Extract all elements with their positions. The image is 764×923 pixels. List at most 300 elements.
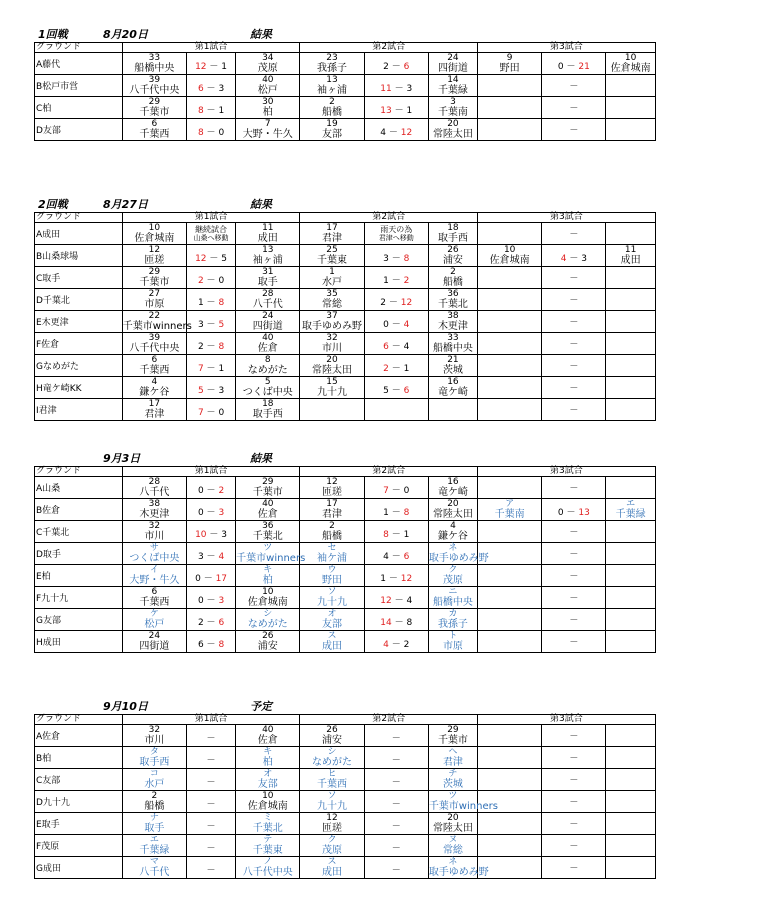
home-team-cell [300, 477, 364, 499]
team-name: 八千代 [139, 487, 170, 498]
match-row [35, 477, 720, 499]
team-name: 木更津 [139, 509, 170, 520]
score-dash: － [206, 298, 216, 308]
home-team-cell [300, 355, 364, 377]
away-team-cell [428, 289, 477, 311]
team-name: 松戸 [144, 619, 165, 630]
empty-cell [478, 399, 542, 421]
away-team-cell [428, 631, 477, 653]
score-away: 3 [406, 84, 413, 94]
team-name: 千葉北 [252, 531, 283, 542]
match-row [35, 119, 720, 141]
team-number: 35 [326, 289, 338, 299]
home-team-cell [122, 311, 192, 333]
team-number: エ [149, 835, 159, 845]
score-away: 6 [403, 386, 410, 396]
team-number: 2 [329, 97, 335, 107]
team-name: 千葉北 [437, 299, 468, 310]
team-name: 四街道 [252, 321, 283, 332]
score-cell [364, 97, 428, 119]
score-cell [542, 245, 606, 267]
match-row [35, 747, 720, 769]
team-number: カ [448, 609, 458, 619]
empty-mark: － [542, 791, 606, 813]
empty-cell [606, 377, 655, 399]
score-away: 3 [218, 508, 225, 518]
home-team-cell [300, 333, 364, 355]
empty-cell [478, 769, 542, 791]
away-team-cell [428, 835, 477, 857]
game-header-3: 第3試合 [478, 715, 656, 725]
score-home: 8 [197, 106, 204, 116]
status-label: 結果 [250, 28, 272, 41]
team-number: 33 [447, 333, 459, 343]
score-cell [364, 377, 428, 399]
score-dash: － [388, 574, 398, 584]
score-cell [186, 119, 235, 141]
score [380, 84, 412, 94]
team-name: 九十九 [317, 801, 347, 812]
empty-cell [478, 835, 542, 857]
score-dash: － [391, 342, 401, 352]
team-number: 4 [450, 521, 456, 531]
score-home: 6 [197, 84, 204, 94]
team-number: 13 [326, 75, 338, 85]
empty-cell [606, 769, 655, 791]
home-team-cell [300, 97, 364, 119]
ground-name: C柏 [35, 97, 123, 119]
team-name: 市川 [144, 531, 165, 542]
score-cell [186, 245, 235, 267]
team-number: 23 [326, 53, 338, 63]
score-home: 3 [383, 254, 389, 264]
score-dash: － [391, 364, 401, 374]
away-team-cell [236, 477, 300, 499]
score [383, 320, 409, 330]
team-name: 君津 [442, 757, 463, 768]
score-home: 12 [195, 62, 207, 72]
empty-mark: － [542, 747, 606, 769]
team-name: 松戸 [257, 85, 278, 96]
team-name: 常総 [322, 299, 342, 310]
score-away: 1 [218, 364, 225, 374]
team-number: 29 [447, 725, 459, 735]
empty-cell [606, 311, 655, 333]
team-name: 浦安 [322, 735, 342, 746]
team-name: 取手ゆめみ野 [428, 867, 489, 878]
ground-name: E取手 [35, 813, 123, 835]
away-team-cell [428, 587, 477, 609]
away-team-cell [428, 725, 477, 747]
team-number: 28 [148, 477, 161, 487]
home-team-cell [300, 587, 364, 609]
team-number: セ [327, 543, 337, 553]
team-number: 30 [262, 97, 274, 107]
home-team-cell [122, 53, 186, 75]
score [380, 106, 412, 116]
team-number: ツ [448, 791, 458, 801]
empty-cell [478, 311, 542, 333]
score-away: 2 [218, 486, 225, 496]
team-number: 40 [262, 75, 274, 85]
team-number: 21 [447, 355, 459, 365]
team-name: 匝瑳 [322, 823, 342, 834]
date-label: 9月3日 [103, 452, 141, 465]
home-team-cell [300, 609, 364, 631]
game-header-2: 第2試合 [300, 213, 478, 223]
home-team-cell [478, 245, 542, 267]
score-home: 8 [197, 128, 204, 138]
ground-name: D九十九 [35, 791, 123, 813]
team-number: ス [327, 857, 337, 867]
empty-cell [364, 399, 428, 421]
empty-mark: － [542, 769, 606, 791]
team-name: 千葉緑 [139, 845, 170, 856]
team-number: ヌ [448, 835, 458, 845]
team-name: 袖ヶ浦 [317, 85, 347, 96]
score-dash: － [391, 62, 401, 72]
team-name: 佐倉 [257, 735, 278, 746]
empty-cell [478, 747, 542, 769]
score-away: 3 [581, 254, 587, 264]
team-number: ク [448, 565, 458, 575]
team-name: 常陸太田 [432, 129, 473, 140]
empty-cell [478, 609, 542, 631]
note-line: 山桑へ移動 [193, 233, 229, 242]
score-away: 6 [403, 62, 410, 72]
score-cell [186, 289, 235, 311]
team-name: 佐倉城南 [134, 233, 175, 244]
team-number: 27 [148, 289, 161, 299]
score-cell [186, 587, 235, 609]
score-cell [364, 835, 428, 857]
score [198, 386, 224, 396]
score [383, 276, 409, 286]
score-dash: － [391, 486, 401, 496]
score-away: 1 [403, 530, 410, 540]
score-cell [186, 75, 235, 97]
team-number: 36 [262, 521, 274, 531]
score [198, 486, 224, 496]
team-number: 38 [447, 311, 459, 321]
match-row [35, 521, 720, 543]
empty-mark: － [542, 565, 606, 587]
match-row [35, 53, 720, 75]
team-number: ソ [327, 587, 337, 597]
match-row [35, 609, 720, 631]
score-cell [364, 813, 428, 835]
home-team-cell [300, 791, 364, 813]
home-team-cell [300, 725, 364, 747]
team-number: 10 [503, 245, 516, 255]
team-name: 千葉南 [437, 107, 468, 118]
team-number: キ [263, 565, 273, 575]
team-number: 22 [148, 311, 161, 321]
score-cell [364, 609, 428, 631]
match-row [35, 791, 720, 813]
score-home: 13 [380, 106, 392, 116]
score-cell [364, 521, 428, 543]
match-row [35, 399, 720, 421]
team-number: 11 [262, 223, 274, 233]
score [198, 276, 224, 286]
score-dash: － [569, 254, 579, 264]
pending-mark: － [206, 822, 216, 832]
team-number: キ [263, 747, 273, 757]
team-number: 24 [262, 311, 274, 321]
away-team-cell [236, 119, 300, 141]
score-away: 0 [218, 128, 225, 138]
score-dash: － [206, 486, 216, 496]
team-name: 佐倉 [257, 343, 278, 354]
score-away: 5 [221, 254, 228, 264]
team-number: ヒ [327, 769, 337, 779]
team-name: つくば中央 [242, 387, 293, 398]
team-name: 野田 [322, 575, 342, 586]
score-away: 3 [218, 386, 225, 396]
home-team-cell [122, 521, 186, 543]
team-number: 17 [326, 499, 338, 509]
ground-name: B佐倉 [35, 499, 123, 521]
away-team-cell [428, 75, 477, 97]
status-label: 結果 [250, 198, 272, 211]
team-name: 大野・牛久 [242, 129, 293, 140]
team-number: イ [149, 565, 159, 575]
team-name: 千葉緑 [437, 85, 468, 96]
empty-cell [606, 609, 655, 631]
score-home: 11 [380, 84, 392, 94]
team-number: オ [327, 609, 337, 619]
home-team-cell [300, 769, 364, 791]
away-team-cell [236, 97, 300, 119]
team-name: 佐倉 [257, 509, 278, 520]
team-number: ネ [448, 543, 458, 553]
empty-cell [606, 725, 655, 747]
header-row [35, 715, 720, 725]
score-away: 4 [403, 342, 410, 352]
score-dash: － [209, 62, 219, 72]
match-row [35, 725, 720, 747]
score-away: 8 [406, 618, 413, 628]
away-team-cell [236, 521, 300, 543]
game-header-1: 第1試合 [122, 715, 300, 725]
team-number: 14 [447, 75, 459, 85]
ground-name: H竜ケ崎KK [35, 377, 123, 399]
empty-cell [478, 267, 542, 289]
round-label: 1回戦 [38, 28, 68, 41]
score-dash: － [391, 320, 401, 330]
away-team-cell [428, 543, 489, 565]
empty-cell [606, 355, 655, 377]
score-dash: － [391, 552, 401, 562]
home-team-cell [122, 245, 186, 267]
score-cell [186, 53, 235, 75]
ground-name: B山桑球場 [35, 245, 123, 267]
pending-mark: － [206, 734, 216, 744]
team-number: 17 [148, 399, 161, 409]
score-cell [186, 857, 235, 879]
score-dash: － [391, 640, 401, 650]
score-dash: － [391, 530, 401, 540]
match-row [35, 289, 720, 311]
score-home: 0 [557, 62, 564, 72]
team-number: ア [505, 499, 515, 509]
team-number: マ [149, 857, 159, 867]
score [198, 408, 224, 418]
away-team-cell [236, 813, 300, 835]
team-name: 八千代 [139, 867, 170, 878]
team-name: 我孫子 [317, 63, 347, 74]
away-team-cell [606, 499, 655, 521]
team-name: 四街道 [437, 63, 468, 74]
score-home: 3 [197, 320, 204, 330]
score-away: 13 [578, 508, 590, 518]
score [198, 640, 224, 650]
team-name: 浦安 [442, 255, 463, 266]
away-team-cell [236, 747, 300, 769]
empty-cell [478, 565, 542, 587]
home-team-cell [122, 477, 186, 499]
score-home: 1 [197, 298, 204, 308]
home-team-cell [300, 267, 364, 289]
score [195, 254, 227, 264]
away-team-cell [236, 609, 300, 631]
team-name: 千葉西 [139, 129, 170, 140]
home-team-cell [122, 769, 186, 791]
ground-name: B松戸市営 [35, 75, 123, 97]
home-team-cell [300, 543, 364, 565]
team-name: 市原 [442, 641, 463, 652]
team-name: 成田 [257, 233, 278, 244]
score-away: 2 [403, 276, 410, 286]
score-dash: － [394, 84, 404, 94]
ground-name: E柏 [35, 565, 123, 587]
score-home: 4 [383, 552, 389, 562]
empty-mark: － [542, 609, 606, 631]
empty-cell [478, 813, 542, 835]
team-name: 野田 [499, 63, 520, 74]
team-number: 15 [326, 377, 338, 387]
team-name: 取手 [144, 823, 165, 834]
team-number: 33 [148, 53, 161, 63]
score [383, 508, 409, 518]
team-name: 我孫子 [437, 619, 468, 630]
home-team-cell [122, 377, 186, 399]
header-row [35, 467, 720, 477]
header-row [35, 213, 720, 223]
team-number: エ [626, 499, 636, 509]
empty-cell [606, 267, 655, 289]
away-team-cell [236, 791, 300, 813]
away-team-cell [236, 587, 300, 609]
ground-name: F茂原 [35, 835, 123, 857]
empty-cell [606, 813, 655, 835]
team-number: 32 [148, 725, 161, 735]
empty-cell [606, 857, 655, 879]
game-header-3: 第3試合 [478, 467, 656, 477]
score-cell [364, 543, 428, 565]
score-cell [186, 311, 235, 333]
score [198, 128, 224, 138]
empty-cell [606, 521, 655, 543]
match-row [35, 333, 720, 355]
score-dash: － [206, 84, 216, 94]
empty-cell [478, 355, 542, 377]
score-cell [186, 499, 235, 521]
score-cell [542, 499, 606, 521]
away-team-cell [236, 223, 300, 245]
team-number: ミ [263, 813, 273, 823]
team-number: 39 [148, 333, 161, 343]
team-number: コ [149, 769, 159, 779]
empty-cell [478, 631, 542, 653]
away-team-cell [606, 53, 655, 75]
score [198, 552, 224, 562]
score-home: 3 [197, 552, 204, 562]
score-cell [364, 289, 428, 311]
team-number: 16 [447, 377, 459, 387]
score [380, 618, 412, 628]
away-team-cell [236, 835, 300, 857]
home-team-cell [122, 543, 186, 565]
away-team-cell [236, 565, 300, 587]
team-name: なめがた [247, 365, 288, 376]
away-team-cell [236, 333, 300, 355]
home-team-cell [300, 289, 364, 311]
score [383, 552, 409, 562]
score-away: 3 [218, 596, 225, 606]
score [558, 62, 590, 72]
score-home: 12 [195, 254, 207, 264]
score-cell [186, 377, 235, 399]
match-row [35, 355, 720, 377]
home-team-cell [300, 521, 364, 543]
score [383, 364, 409, 374]
score-away: 6 [218, 618, 225, 628]
match-row [35, 631, 720, 653]
away-team-cell [428, 521, 477, 543]
score [383, 486, 409, 496]
team-number: タ [149, 747, 159, 757]
team-name: 茂原 [322, 845, 342, 856]
date-label: 8月20日 [103, 28, 148, 41]
home-team-cell [122, 75, 186, 97]
team-number: 20 [447, 119, 459, 129]
team-number: 11 [624, 245, 637, 255]
team-number: ケ [149, 609, 159, 619]
ground-name: G友部 [35, 609, 123, 631]
pending-mark: － [391, 822, 401, 832]
score-cell [364, 311, 428, 333]
team-number: 6 [151, 355, 158, 365]
empty-mark: － [542, 813, 606, 835]
team-name: 竜ケ崎 [437, 387, 468, 398]
score-home: 14 [380, 618, 392, 628]
score-dash: － [388, 128, 398, 138]
team-name: 八千代中央 [242, 867, 293, 878]
match-row [35, 245, 720, 267]
score-cell [186, 725, 235, 747]
score-cell [364, 245, 428, 267]
score [198, 298, 224, 308]
home-team-cell [122, 333, 186, 355]
team-name: 市川 [144, 735, 165, 746]
away-team-cell [428, 747, 477, 769]
match-row [35, 223, 720, 245]
team-name: なめがた [247, 619, 288, 630]
score-away: 4 [218, 552, 225, 562]
team-number: ツ [263, 543, 273, 553]
